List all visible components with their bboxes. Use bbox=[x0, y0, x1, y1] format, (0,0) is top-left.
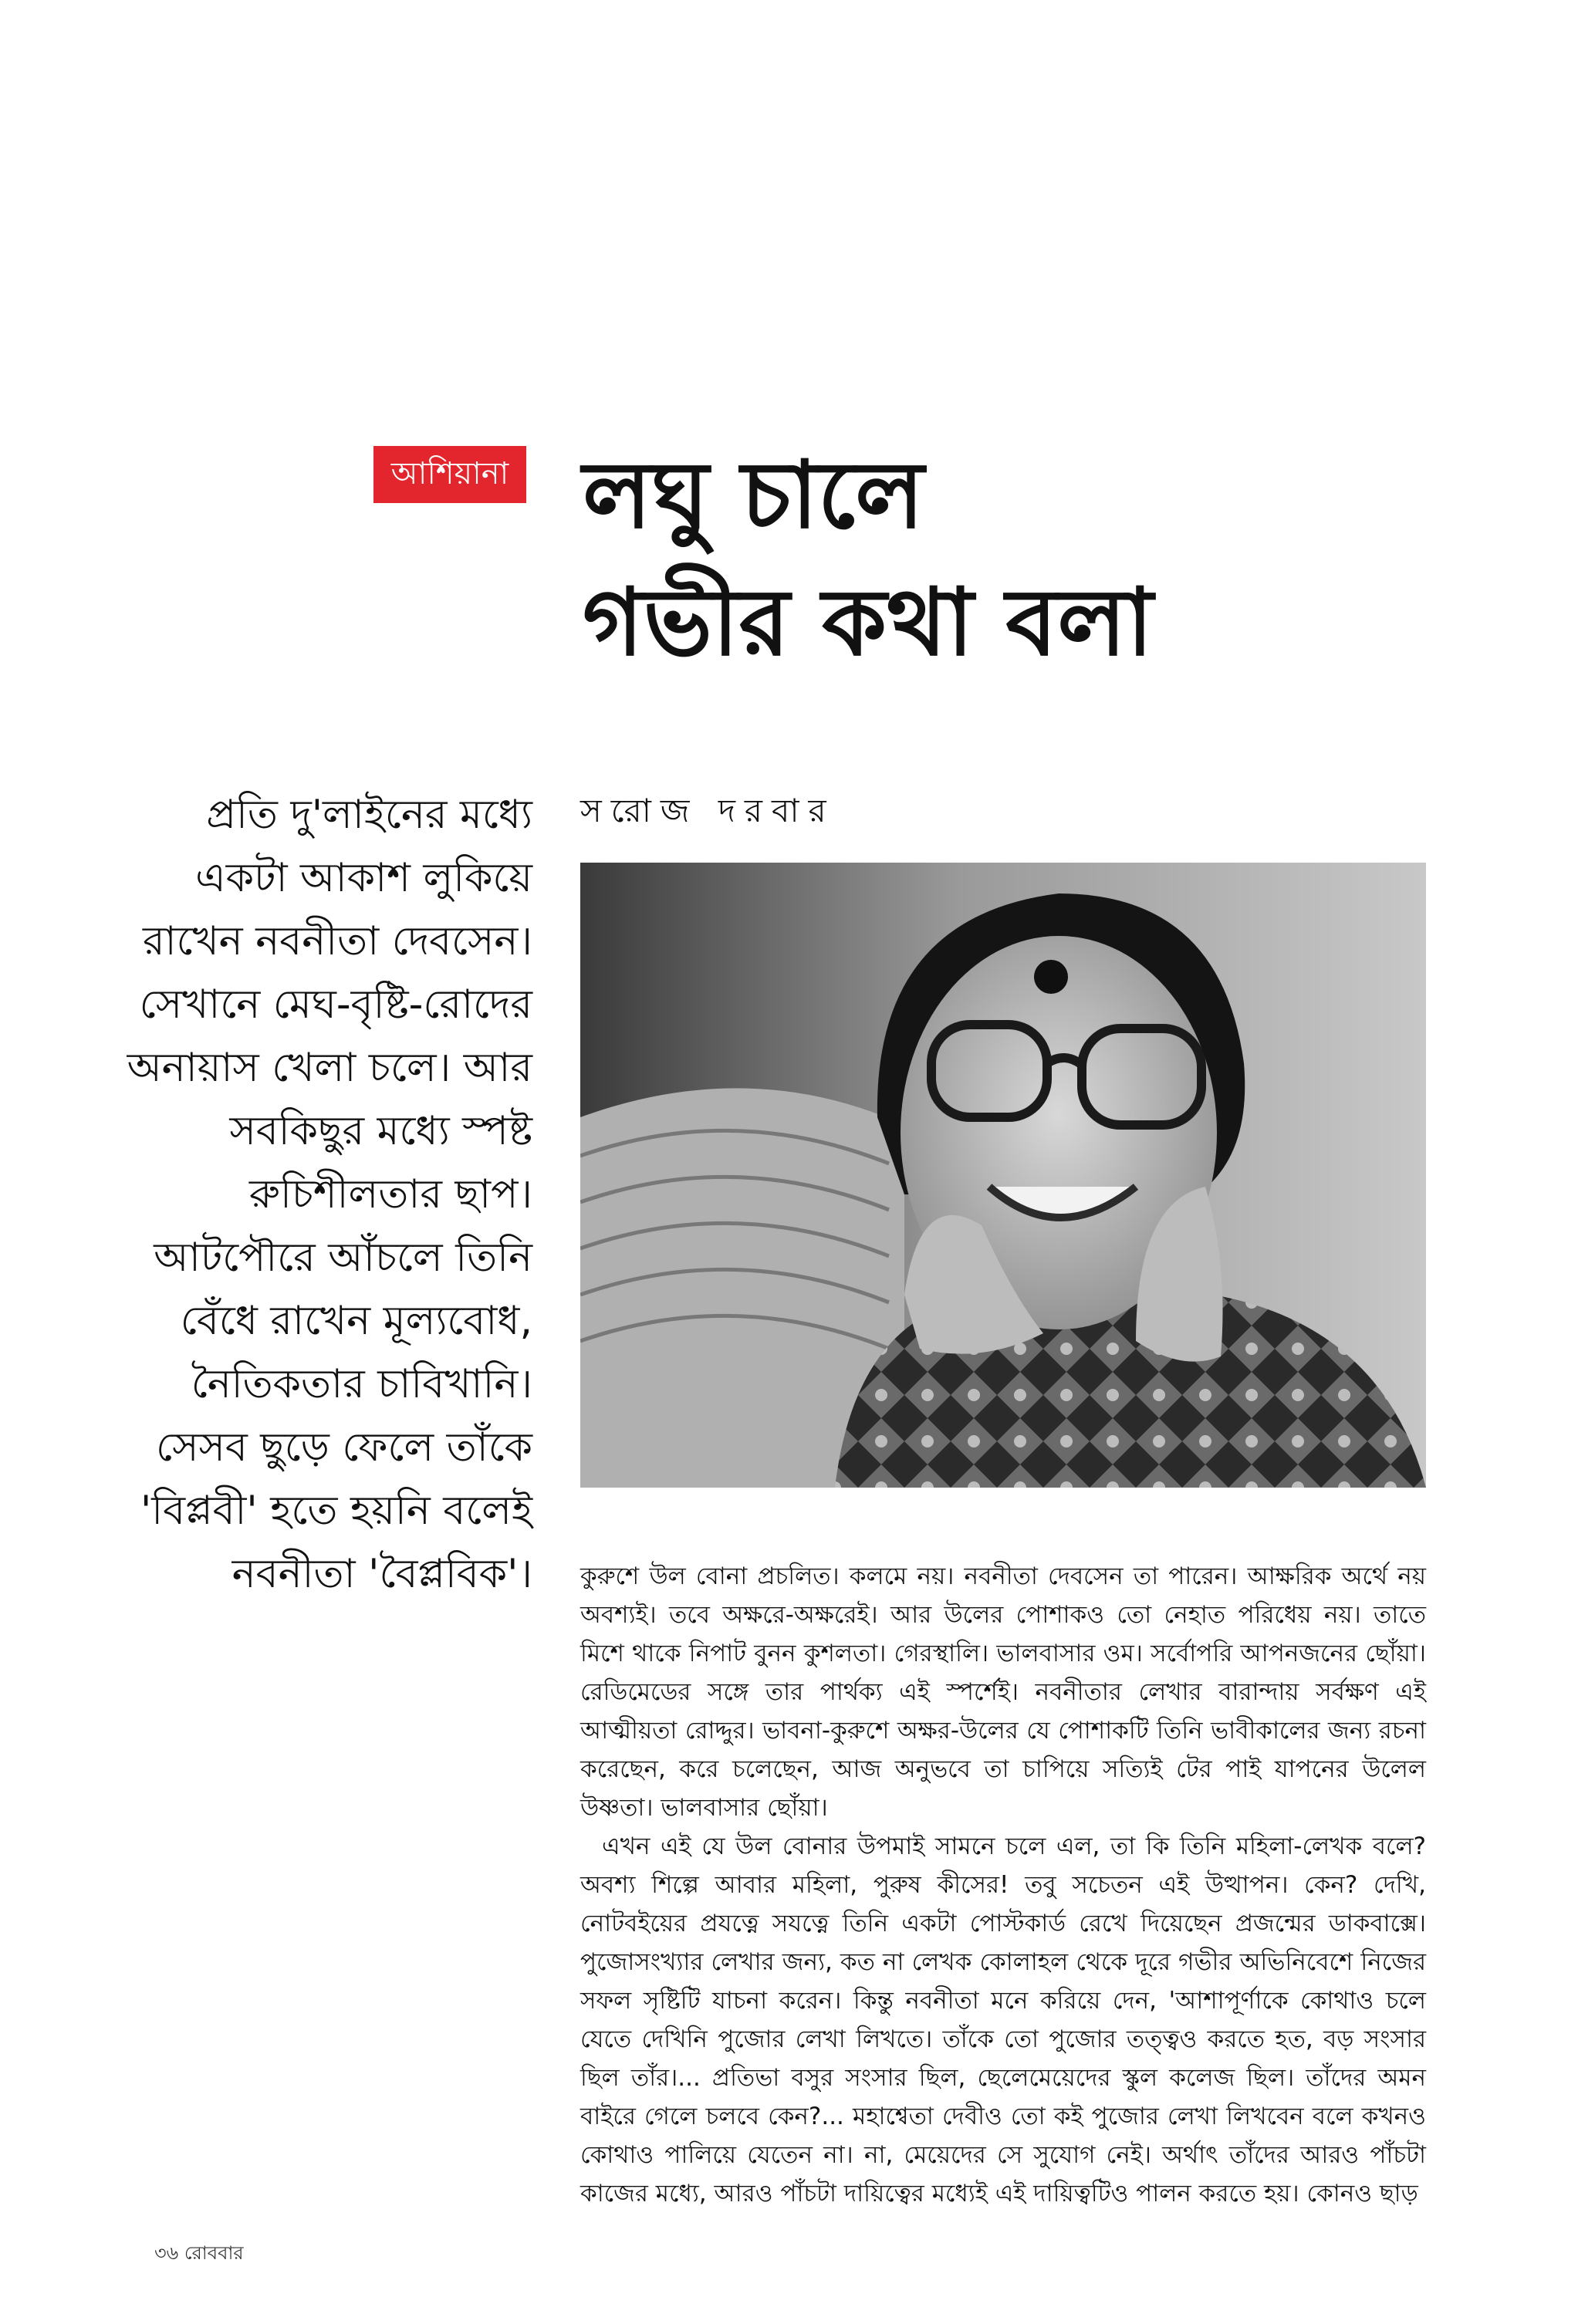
section-tag: আশিয়ানা bbox=[373, 446, 526, 503]
body-paragraph-2: এখন এই যে উল বোনার উপমাই সামনে চলে এল, তা কি তিনি মহিলা-লেখক বলে? অবশ্য শিল্পে আবার মহিলা, পুরুষ কীসের! তবু সচেতন এই উত্থাপন। কেন? দেখি, নোটবইয়ের প্রযত্নে সযত্নে তিনি একটা পোস্টকার্ড রেখে দিয়েছেন প্রজন্মের ডাকবাক্সে। পুজোসংখ্যার লেখার জন্য, কত না লেখক কোলাহল থেকে দূরে গভীর অভিনিবেশে নিজের সফল সৃষ্টিটি যাচনা করেন। কিন্তু নবনীতা মনে করিয়ে দেন, 'আশাপূর্ণাকে কোথাও চলে যেতে দেখিনি পুজোর লেখা লিখতে। তাঁকে তো পুজোর তত্ত্বও করতে হত, বড় সংসার ছিল তাঁর।... প্রতিভা বসুর সংসার ছিল, ছেলেমেয়েদের স্কুল কলেজ ছিল। তাঁদের অমন বাইরে গেলে চলবে কেন?... মহাশ্বেতা দেবীও তো কই পুজোর লেখা লিখবেন বলে কখনও কোথাও পালিয়ে যেতেন না। না, মেয়েদের সে সুযোগ নেই। অর্থাৎ তাঁদের আরও পাঁচটা কাজের মধ্যে, আরও পাঁচটা দায়িত্বের মধ্যেই এই দায়িত্বটিও পালন করতে হয়। কোনও ছাড় bbox=[580, 1833, 1426, 2207]
page-folio: ৩৬ রোববার bbox=[154, 2242, 244, 2264]
byline: সরোজ দরবার bbox=[580, 792, 836, 829]
author-portrait-photo bbox=[580, 863, 1426, 1488]
headline-line-1: লঘু চালে bbox=[583, 442, 924, 549]
article-body bbox=[580, 1557, 1426, 2213]
body-paragraph-1: কুরুশে উল বোনা প্রচলিত। কলমে নয়। নবনীতা দেবসেন তা পারেন। আক্ষরিক অর্থে নয় অবশ্যই। তবে অক্ষরে-অক্ষরেই। আর উলের পোশাকও তো নেহাত পরিধেয় নয়। তাতে মিশে থাকে নিপাট বুনন কুশলতা। গেরস্থালি। ভালবাসার ওম। সর্বোপরি আপনজনের ছোঁয়া। রেডিমেডের সঙ্গে তার পার্থক্য এই স্পর্শেই। নবনীতার লেখার বারান্দায় সর্বক্ষণ এই আত্মীয়তা রোদ্দুর। ভাবনা-কুরুশে অক্ষর-উলের যে পোশাকটি তিনি ভাবীকালের জন্য রচনা করেছেন, করে চলেছেন, আজ অনুভবে তা চাপিয়ে সত্যিই টের পাই যাপনের উলেল উষ্ণতা। ভালবাসার ছোঁয়া। bbox=[580, 1562, 1426, 1822]
headline-line-2: গভীর কথা বলা bbox=[583, 569, 1154, 677]
pull-quote: প্রতি দু'লাইনের মধ্যে একটা আকাশ লুকিয়ে রাখেন নবনীতা দেবসেন। সেখানে মেঘ-বৃষ্টি-রোদের অনায়াস খেলা চলে। আর সবকিছুর মধ্যে স্পষ্ট রুচিশীলতার ছাপ। আটপৌরে আঁচলে তিনি বেঁধে রাখেন মূল্যবোধ, নৈতিকতার চাবিখানি। সেসব ছুড়ে ফেলে তাঁকে 'বিপ্লবী' হতে হয়নি বলেই নবনীতা 'বৈপ্লবিক'। bbox=[127, 792, 532, 1597]
headline bbox=[583, 432, 1555, 687]
